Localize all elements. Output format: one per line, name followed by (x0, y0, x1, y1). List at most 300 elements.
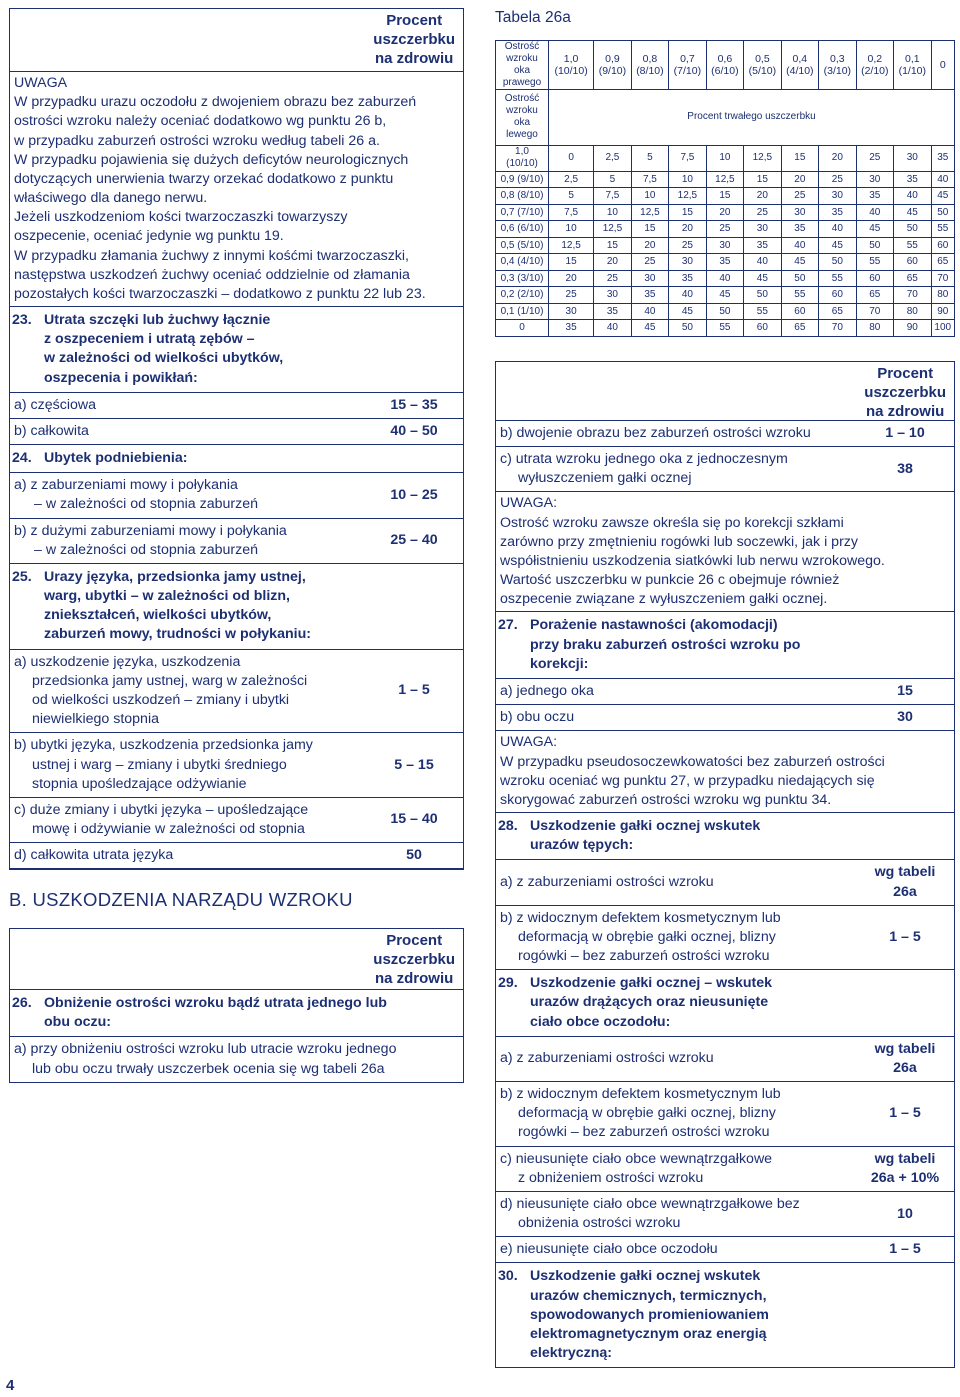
note-uwaga-3 (496, 731, 954, 813)
header-line: Procent (386, 932, 443, 949)
item-line: d) nieusunięte ciało obce wewnątrzgałkowe bez (500, 1195, 800, 1212)
table-cell: 60 (819, 287, 856, 304)
table-cell: 12,5 (631, 204, 668, 221)
table-cell: 90 (894, 320, 931, 337)
heading-text: z oszpeceniem i utratą zębów – (44, 331, 255, 348)
col-line: (10/10) (554, 64, 588, 77)
table-mid-label: Procent trwałego uszczerbku (549, 89, 955, 145)
column-header (931, 40, 954, 89)
table-cell: 55 (706, 320, 743, 337)
list-item (496, 906, 954, 971)
item-line: a) przy obniżeniu ostrości wzroku lub utracie wzroku jednego (14, 1041, 397, 1058)
list-item (496, 447, 954, 492)
table-cell: 35 (594, 303, 631, 320)
table-cell: 10 (706, 145, 743, 171)
table-cell: 55 (856, 254, 893, 271)
heading-text: Uszkodzenie gałki ocznej – wskutek (530, 975, 773, 992)
table-cell: 7,5 (669, 145, 706, 171)
section-number: 25. (12, 568, 32, 585)
table-cell: 30 (631, 270, 668, 287)
table-cell: 50 (894, 221, 931, 238)
table-cell: 45 (706, 287, 743, 304)
value-line: 1 – 5 (889, 1241, 921, 1258)
table-cell: 55 (894, 237, 931, 254)
table-cell: 25 (856, 145, 893, 171)
note-line: W przypadku pojawienia się dużych deficytów neurologicznych (14, 151, 409, 168)
value-line: 40 – 50 (390, 422, 438, 439)
table-cell: 45 (856, 221, 893, 238)
list-item (10, 393, 463, 419)
heading-line (496, 993, 950, 1012)
corner-line: Ostrość (504, 40, 540, 52)
col-line: (5/10) (748, 64, 777, 77)
section-number: 23. (12, 312, 32, 329)
table-cell: 55 (744, 303, 781, 320)
table-row (496, 221, 955, 238)
heading-text: Urazy języka, przedsionka jamy ustnej, (44, 568, 306, 585)
column-header (819, 40, 856, 89)
heading-text: oszpecenia i powikłań: (44, 369, 198, 386)
list-item (10, 1037, 463, 1081)
corner-line: wzroku (506, 105, 538, 117)
table-cell: 40 (931, 171, 954, 188)
column-header (669, 40, 706, 89)
table-cell: 2,5 (594, 145, 631, 171)
table-cell: 50 (706, 303, 743, 320)
table-cell: 12,5 (594, 221, 631, 238)
heading-line (496, 836, 950, 855)
item-line: a) z zaburzeniami ostrości wzroku (500, 1050, 714, 1067)
table-cell: 25 (706, 221, 743, 238)
item-text (500, 424, 860, 443)
item-line: b) z widocznym defektem kosmetycznym lub (500, 1086, 781, 1103)
row-label-line: 0,9 (9/10) (500, 173, 544, 185)
heading-text: Uszkodzenie gałki ocznej wskutek (530, 818, 761, 835)
table-cell: 12,5 (669, 188, 706, 205)
list-item (496, 1037, 954, 1082)
item-line: b) z dużymi zaburzeniami mowy i połykania (14, 522, 287, 539)
table-cell: 50 (819, 254, 856, 271)
table-cell: 80 (894, 303, 931, 320)
col-line: 0,9 (605, 52, 620, 65)
heading-line (10, 330, 459, 349)
heading-text: urazów chemicznych, termicznych, (530, 1287, 767, 1304)
heading-line (10, 625, 459, 644)
table-cell: 70 (894, 287, 931, 304)
corner-label (496, 40, 549, 89)
item-value (369, 531, 459, 550)
table-cell: 0 (549, 145, 594, 171)
item-value (369, 810, 459, 829)
table-cell: 35 (669, 270, 706, 287)
heading-text: elektromagnetycznym oraz energią (530, 1325, 767, 1342)
item-text (14, 396, 369, 415)
right-header (496, 362, 954, 420)
table-cell: 60 (781, 303, 818, 320)
note-line: wzroku oceniać wg punktu 27, w przypadku niedających się (500, 772, 875, 789)
value-line: 15 – 35 (390, 396, 438, 413)
table-cell: 45 (931, 188, 954, 205)
section-number: 28. (498, 818, 518, 835)
table-row (496, 254, 955, 271)
col-line: (9/10) (598, 64, 627, 77)
item-line: b) dwojenie obrazu bez zaburzeń ostrości wzroku (500, 424, 811, 441)
table-cell: 70 (819, 320, 856, 337)
item-value (369, 396, 459, 415)
item-line: b) całkowita (14, 422, 89, 439)
col-line: (4/10) (786, 64, 814, 77)
item-text (500, 1085, 860, 1143)
value-line: 26a (893, 1059, 917, 1076)
heading-line (10, 606, 459, 625)
value-line: 26a (893, 883, 917, 900)
heading-text: urazów drążących oraz nieusunięte (530, 994, 769, 1011)
table-cell: 50 (856, 237, 893, 254)
item-text (500, 909, 860, 967)
heading-line (10, 449, 459, 468)
heading-text: ciało obce oczodołu: (530, 1013, 671, 1030)
item-line: z obniżeniem ostrości wzroku (518, 1169, 704, 1186)
table-cell: 25 (549, 287, 594, 304)
section-26 (10, 989, 463, 1082)
list-item (10, 798, 463, 843)
value-line: wg tabeli (874, 864, 936, 881)
table-row (496, 270, 955, 287)
section-number: 26. (12, 995, 32, 1011)
table-cell: 15 (594, 237, 631, 254)
heading-text: elektryczną: (530, 1345, 613, 1362)
item-text (500, 1195, 860, 1233)
value-line: wg tabeli (874, 1040, 936, 1057)
heading-text: zniekształceń, wielkości ubytków, (44, 607, 272, 624)
table-cell: 2,5 (549, 171, 594, 188)
table-cell: 45 (819, 237, 856, 254)
note-title: UWAGA: (500, 495, 558, 512)
corner-line: wzroku (506, 52, 538, 64)
table-cell: 30 (594, 287, 631, 304)
item-line: przedsionka jamy ustnej, warg w zależności (32, 672, 308, 689)
row-label-line: 0,6 (6/10) (500, 223, 544, 235)
table-cell: 45 (631, 320, 668, 337)
table-cell: 35 (744, 237, 781, 254)
item-value (860, 928, 950, 947)
section-number: 24. (12, 450, 32, 467)
heading-line (496, 1306, 950, 1325)
table-cell: 40 (631, 303, 668, 320)
section-heading (496, 970, 954, 1037)
right-column (495, 8, 955, 1368)
item-line: rogówki – bez zaburzeń ostrości wzroku (518, 948, 770, 965)
right-box (495, 361, 955, 1368)
item-value (369, 681, 459, 700)
item-line: a) jednego oka (500, 682, 594, 699)
col-line: 0,1 (905, 52, 920, 65)
percent-header-r (864, 364, 946, 421)
item-line: – w zależności od stopnia zaburzeń (34, 496, 258, 513)
item-value (860, 460, 950, 479)
table-cell: 30 (706, 237, 743, 254)
item-line: wyłuszczeniem gałki ocznej (518, 470, 692, 487)
heading-line (10, 349, 459, 368)
item-line: c) utrata wzroku jednego oka z jednoczesnym (500, 451, 788, 468)
table-cell: 55 (931, 221, 954, 238)
item-line: ustnej i warg – zmiany i ubytki średniego (32, 756, 287, 773)
table-cell: 7,5 (594, 188, 631, 205)
header-line: na zdrowiu (374, 970, 454, 987)
value-line: 10 – 25 (390, 486, 438, 503)
section-heading (496, 612, 954, 679)
list-item (496, 1192, 954, 1237)
table-cell: 50 (781, 270, 818, 287)
heading-line (10, 311, 459, 330)
item-line: – w zależności od stopnia zaburzeń (34, 541, 258, 558)
column-header (894, 40, 931, 89)
note-line: zarówno przy zmętnieniu rogówki lub soczewki, jak i przy (500, 533, 858, 550)
item-text (500, 708, 860, 727)
heading-text: przy braku zaburzeń ostrości wzroku po (530, 636, 801, 653)
corner-line: oka (513, 64, 531, 76)
section-24 (10, 445, 463, 564)
list-item (496, 1237, 954, 1263)
section-heading (10, 990, 463, 1037)
list-item (496, 1147, 954, 1192)
table-cell: 65 (894, 270, 931, 287)
table-row (496, 171, 955, 188)
table-cell: 30 (856, 171, 893, 188)
heading-text: Porażenie nastawności (akomodacji) (530, 617, 778, 634)
table-cell: 10 (549, 221, 594, 238)
corner-label-left (496, 89, 549, 145)
col-line: 0,5 (755, 52, 770, 65)
table-cell: 65 (819, 303, 856, 320)
table-cell: 20 (819, 145, 856, 171)
item-line: c) duże zmiany i ubytki języka – upośledzające (14, 801, 309, 818)
table-cell: 25 (631, 254, 668, 271)
item-line: b) ubytki języka, uszkodzenia przedsionka jamy (14, 737, 313, 754)
item-value (860, 1240, 950, 1259)
section-number: 27. (498, 617, 518, 634)
item-value (369, 846, 459, 865)
column-header (631, 40, 668, 89)
table-cell: 20 (594, 254, 631, 271)
table-row (496, 237, 955, 254)
note-line: W przypadku pseudosoczewkowatości bez zaburzeń ostrości (500, 753, 885, 770)
table-cell: 60 (744, 320, 781, 337)
item-line: a) częściowa (14, 396, 97, 413)
table-cell: 40 (781, 237, 818, 254)
row-label (496, 221, 549, 238)
note-line: następstwa uszkodzeń żuchwy oceniać oddzielnie od złamania (14, 266, 410, 283)
item-line: d) całkowita utrata języka (14, 847, 174, 864)
item-value (860, 424, 950, 443)
item-text (500, 1240, 860, 1259)
item-value (860, 1150, 950, 1188)
left-column (9, 8, 464, 1077)
list-item (496, 679, 954, 705)
row-label-line: (10/10) (506, 158, 538, 170)
value-line: 1 – 5 (398, 682, 430, 699)
col-line: (8/10) (636, 64, 664, 77)
value-line: 15 – 40 (390, 811, 438, 828)
item-text (14, 422, 369, 441)
list-item (496, 421, 954, 447)
value-line: 38 (897, 460, 913, 477)
row-label-line: 0,8 (8/10) (500, 190, 544, 202)
value-line: 15 (897, 682, 913, 699)
item-line: rogówki – bez zaburzeń ostrości wzroku (518, 1124, 770, 1141)
note-line: ostrości wzroku należy oceniać dodatkowo wg punktu 26 b, (14, 113, 387, 130)
item-line: b) obu oczu (500, 709, 575, 726)
table-cell: 7,5 (631, 171, 668, 188)
table-cell: 55 (781, 287, 818, 304)
section-28 (496, 813, 954, 970)
list-item (10, 733, 463, 798)
table-cell: 5 (549, 188, 594, 205)
section-23 (10, 307, 463, 445)
table-cell: 40 (894, 188, 931, 205)
value-line: 26a + 10% (870, 1169, 940, 1186)
table-cell: 30 (549, 303, 594, 320)
heading-text: obu oczu: (44, 1014, 111, 1031)
item-line: stopnia upośledzające odżywianie (32, 775, 247, 792)
table-cell: 40 (706, 270, 743, 287)
table-cell: 50 (744, 287, 781, 304)
col-line: (6/10) (711, 64, 739, 77)
header-line: uszczerbku (864, 383, 946, 401)
note-line: W przypadku złamania żuchwy z innymi kośćmi twarzoczaszki, (14, 247, 409, 264)
table-cell: 40 (669, 287, 706, 304)
header-line: uszczerbku (373, 31, 455, 48)
table-row (496, 303, 955, 320)
row-label-line: 0,5 (5/10) (500, 239, 544, 251)
corner-line: oka (513, 117, 531, 129)
section-number: 29. (498, 975, 518, 992)
item-text (14, 522, 369, 560)
table-title: Tabela 26a (495, 9, 571, 26)
note-line: skorygować zaburzeń ostrości wzroku wg punktu 34. (500, 791, 832, 808)
table-cell: 45 (669, 303, 706, 320)
table-cell: 20 (669, 221, 706, 238)
list-item (496, 860, 954, 905)
header-line: Procent (877, 364, 934, 382)
heading-text: Obniżenie ostrości wzroku bądź utrata jednego lub (44, 995, 387, 1011)
item-text (500, 450, 860, 488)
value-line: 50 (406, 847, 422, 864)
col-line: (7/10) (673, 64, 702, 77)
item-line: deformacją w obrębie gałki ocznej, blizny (518, 1105, 776, 1122)
item-text (500, 682, 860, 701)
table-cell: 25 (744, 204, 781, 221)
section-30 (496, 1263, 954, 1367)
item-value (860, 1040, 950, 1078)
item-line: lub obu oczu trwały uszczerbek ocenia się wg tabeli 26a (32, 1060, 385, 1077)
heading-line (496, 974, 950, 993)
list-item (496, 705, 954, 731)
heading-line (496, 636, 950, 655)
heading-line (10, 1013, 459, 1032)
list-item (10, 473, 463, 518)
table-cell: 35 (931, 145, 954, 171)
row-label-line: 0,3 (3/10) (500, 272, 544, 284)
note-line: właściwego dla danego nerwu. (14, 190, 208, 207)
section-heading (10, 564, 463, 650)
table-cell: 35 (819, 204, 856, 221)
item-value (369, 756, 459, 775)
column-header (856, 40, 893, 89)
section-heading (10, 445, 463, 473)
table-row (496, 287, 955, 304)
note-line: oszpecenie, oceniać jedynie wg punktu 19. (14, 228, 284, 245)
note-title: UWAGA: (500, 734, 558, 751)
item-value (369, 486, 459, 505)
table-cell: 20 (631, 237, 668, 254)
note-line: W przypadku urazu oczodołu z dwojeniem obrazu bez zaburzeń (14, 94, 417, 111)
value-line: 1 – 5 (889, 928, 921, 945)
item-text (14, 1040, 459, 1078)
item-value (860, 682, 950, 701)
table-cell: 12,5 (744, 145, 781, 171)
table-cell: 30 (819, 188, 856, 205)
section-number: 30. (498, 1268, 518, 1285)
list-item (10, 419, 463, 445)
heading-line (10, 369, 459, 388)
left-header (10, 9, 463, 71)
row-label-line: 0,7 (7/10) (500, 206, 544, 218)
list-item (10, 843, 463, 869)
row-label (496, 287, 549, 304)
table-cell: 25 (669, 237, 706, 254)
table-cell: 40 (856, 204, 893, 221)
heading-line (496, 655, 950, 674)
table-cell: 10 (631, 188, 668, 205)
note-uwaga-1 (10, 71, 463, 307)
row-label (496, 254, 549, 271)
row-label-line: 0 (519, 322, 525, 334)
table-cell: 25 (781, 188, 818, 205)
row-label (496, 237, 549, 254)
table-cell: 10 (669, 171, 706, 188)
table-cell: 50 (931, 204, 954, 221)
value-line: 25 – 40 (390, 532, 438, 549)
table-cell: 15 (706, 188, 743, 205)
row-label (496, 145, 549, 171)
item-text (14, 476, 369, 514)
table-cell: 30 (781, 204, 818, 221)
table-cell: 100 (931, 320, 954, 337)
table-cell: 40 (744, 254, 781, 271)
heading-text: Uszkodzenie gałki ocznej wskutek (530, 1268, 761, 1285)
col-line: 0,7 (680, 52, 695, 65)
row-label-line: 1,0 (515, 146, 529, 158)
row-label-line: 0,1 (1/10) (500, 305, 544, 317)
item-text (500, 1150, 860, 1188)
section-27 (496, 612, 954, 731)
table-cell: 60 (856, 270, 893, 287)
item-text (500, 873, 860, 892)
heading-text: warg, ubytki – w zależności od blizn, (44, 588, 290, 605)
table-cell: 45 (894, 204, 931, 221)
heading-text: Ubytek podniebienia: (44, 450, 188, 467)
col-line: 0 (939, 58, 946, 71)
item-value (860, 1104, 950, 1123)
column-header (549, 40, 594, 89)
row-label (496, 303, 549, 320)
table-cell: 80 (856, 320, 893, 337)
heading-line (496, 1267, 950, 1286)
heading-line (10, 568, 459, 587)
item-text (14, 801, 369, 839)
heading-text: korekcji: (530, 655, 589, 672)
